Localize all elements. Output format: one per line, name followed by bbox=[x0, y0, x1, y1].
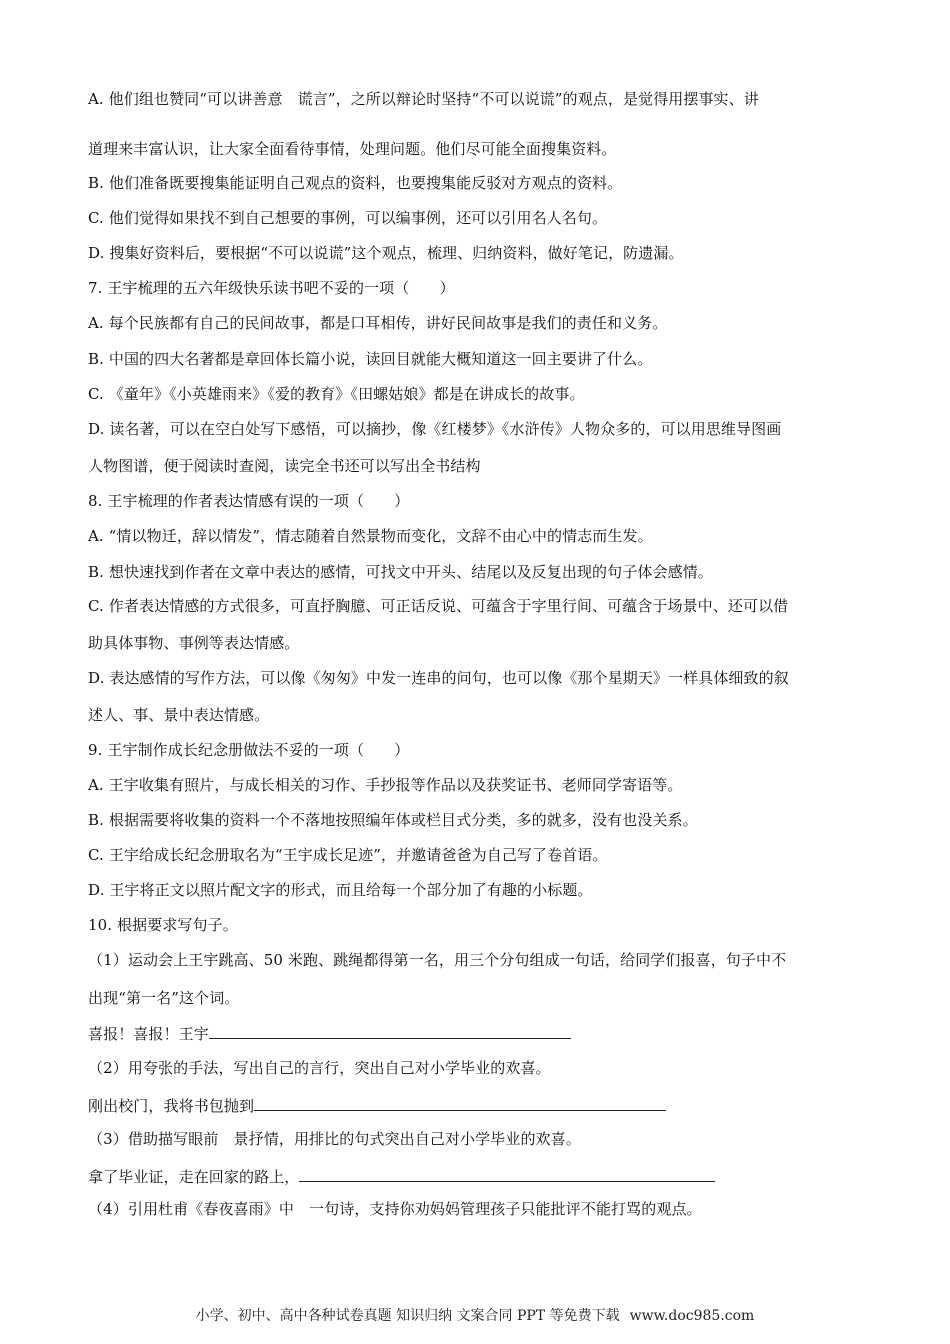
q10-part1-line1: （1）运动会上王宇跳高、50 米跑、跳绳都得第一名，用三个分句组成一句话，给同学们报喜，句子中不 bbox=[88, 951, 787, 969]
footer-url[interactable]: www.doc985.com bbox=[629, 1308, 755, 1324]
answer-blank[interactable] bbox=[209, 1023, 571, 1039]
q9-option-d: D. 王宇将正文以照片配文字的形式，而且给每一个部分加了有趣的小标题。 bbox=[88, 881, 593, 899]
q7-stem: 7. 王宇梳理的五六年级快乐读书吧不妥的一项（ ） bbox=[88, 279, 455, 297]
q6-option-d: D. 搜集好资料后，要根据“不可以说谎”这个观点，梳理、归纳资料，做好笔记，防遗漏。 bbox=[88, 244, 684, 262]
q10-stem: 10. 根据要求写句子。 bbox=[88, 916, 238, 934]
q6-option-a-line2: 道理来丰富认识，让大家全面看待事情，处理问题。他们尽可能全面搜集资料。 bbox=[88, 140, 617, 158]
q7-option-c: C. 《童年》《小英雄雨来》《爱的教育》《田螺姑娘》都是在讲成长的故事。 bbox=[88, 385, 585, 403]
q7-option-a: A. 每个民族都有自己的民间故事，都是口耳相传，讲好民间故事是我们的责任和义务。 bbox=[88, 314, 668, 332]
q10-part2-answer bbox=[88, 1095, 666, 1116]
q7-option-b: B. 中国的四大名著都是章回体长篇小说，读回目就能大概知道这一回主要讲了什么。 bbox=[88, 350, 653, 368]
answer-prefix: 喜报！喜报！王宇 bbox=[88, 1025, 209, 1043]
q10-part3: （3）借助描写眼前 景抒情，用排比的句式突出自己对小学毕业的欢喜。 bbox=[88, 1130, 581, 1148]
q9-option-c: C. 王宇给成长纪念册取名为“王宇成长足迹”，并邀请爸爸为自己写了卷首语。 bbox=[88, 846, 608, 864]
q9-option-a: A. 王宇收集有照片，与成长相关的习作、手抄报等作品以及获奖证书、老师同学寄语等。 bbox=[88, 776, 683, 794]
footer-text: 小学、初中、高中各种试卷真题 知识归纳 文案合同 PPT 等免费下载 bbox=[195, 1308, 620, 1324]
q10-part1-line2: 出现“第一名”这个词。 bbox=[88, 989, 240, 1007]
page-footer bbox=[0, 1306, 950, 1326]
q9-stem: 9. 王宇制作成长纪念册做法不妥的一项（ ） bbox=[88, 741, 410, 759]
q10-part4: （4）引用杜甫《春夜喜雨》中 一句诗，支持你劝妈妈管理孩子只能批评不能打骂的观点。 bbox=[88, 1200, 702, 1218]
q10-part3-answer bbox=[88, 1166, 715, 1187]
answer-blank[interactable] bbox=[254, 1095, 666, 1111]
q8-option-d-line1: D. 表达感情的写作方法，可以像《匆匆》中发一连串的问句，也可以像《那个星期天》一样具体细致的叙 bbox=[88, 669, 789, 687]
answer-blank[interactable] bbox=[299, 1166, 715, 1182]
q6-option-a-line1: A. 他们组也赞同“可以讲善意 谎言”，之所以辩论时坚持“不可以说谎”的观点，是觉得用摆事实、讲 bbox=[88, 90, 759, 108]
answer-prefix: 拿了毕业证，走在回家的路上， bbox=[88, 1168, 300, 1186]
q7-option-d-line2: 人物图谱，便于阅读时查阅，读完全书还可以写出全书结构 bbox=[88, 457, 481, 475]
q8-option-c-line1: C. 作者表达情感的方式很多，可直抒胸臆、可正话反说、可蕴含于字里行间、可蕴含于场景中、还可以借 bbox=[88, 597, 789, 615]
q8-stem: 8. 王宇梳理的作者表达情感有误的一项（ ） bbox=[88, 492, 410, 510]
q9-option-b: B. 根据需要将收集的资料一个不落地按照编年体或栏目式分类，多的就多，没有也没关系。 bbox=[88, 811, 698, 829]
q8-option-c-line2: 助具体事物、事例等表达情感。 bbox=[88, 634, 300, 652]
q6-option-b: B. 他们准备既要搜集能证明自己观点的资料，也要搜集能反驳对方观点的资料。 bbox=[88, 174, 623, 192]
answer-prefix: 刚出校门，我将书包抛到 bbox=[88, 1097, 255, 1115]
q8-option-d-line2: 述人、事、景中表达情感。 bbox=[88, 706, 270, 724]
q7-option-d-line1: D. 读名著，可以在空白处写下感悟，可以摘抄，像《红楼梦》《水浒传》人物众多的，可以用思维导图画 bbox=[88, 420, 782, 438]
q8-option-a: A. “情以物迁，辞以情发”，情志随着自然景物而变化，文辞不由心中的情志而生发。 bbox=[88, 527, 653, 545]
q10-part2: （2）用夸张的手法，写出自己的言行，突出自己对小学毕业的欢喜。 bbox=[88, 1059, 551, 1077]
q8-option-b: B. 想快速找到作者在文章中表达的感情，可找文中开头、结尾以及反复出现的句子体会感情。 bbox=[88, 563, 713, 581]
q10-part1-answer bbox=[88, 1023, 571, 1044]
q6-option-c: C. 他们觉得如果找不到自己想要的事例，可以编事例，还可以引用名人名句。 bbox=[88, 209, 608, 227]
